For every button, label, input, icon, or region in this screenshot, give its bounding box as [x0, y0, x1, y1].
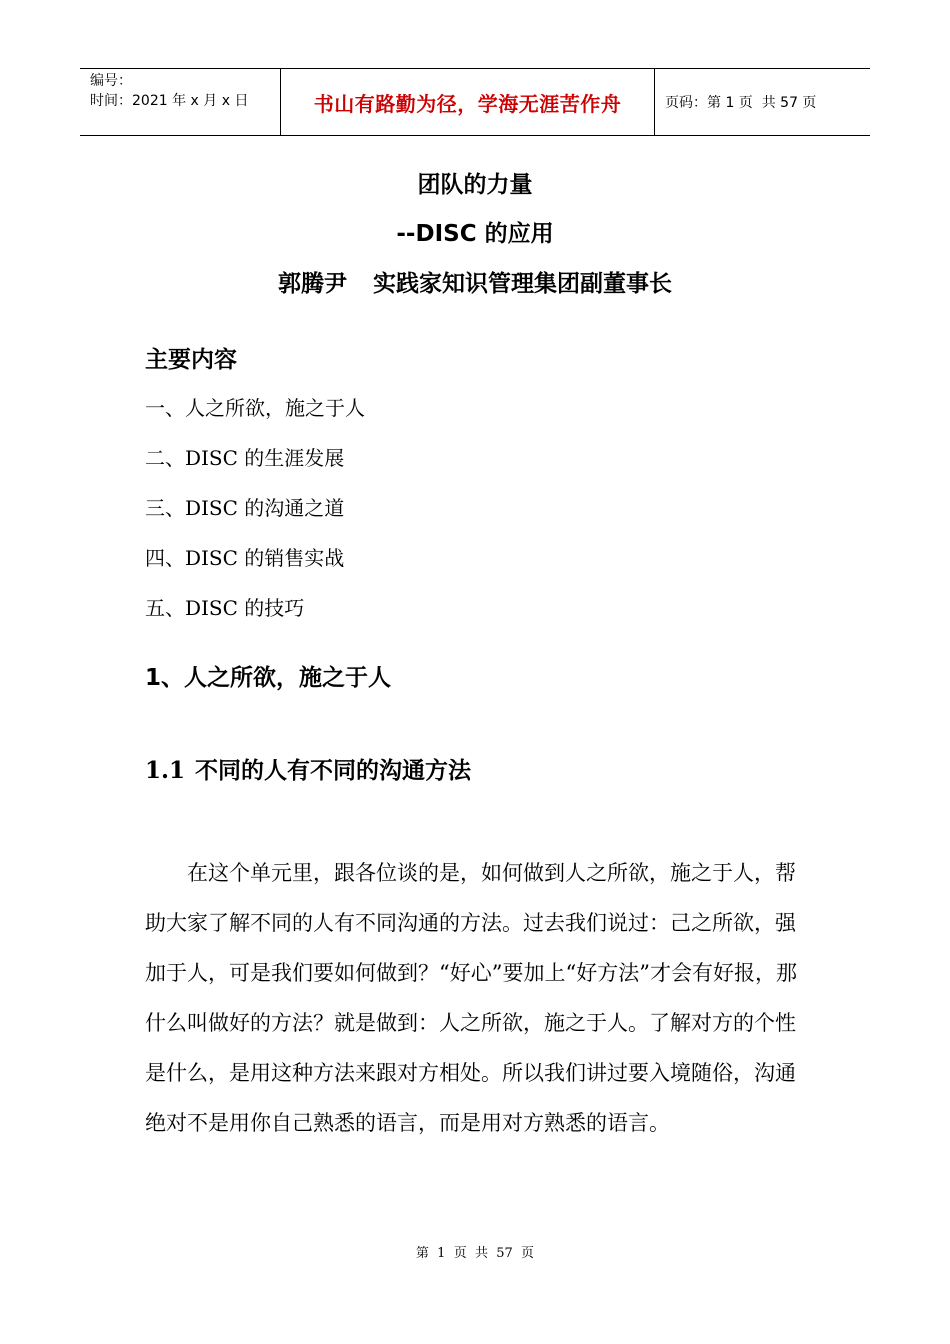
author-line: [0, 269, 950, 299]
document-title: 团队的力量: [417, 172, 533, 198]
contents-list: [145, 393, 365, 643]
document-subtitle: --DISC 的应用: [396, 221, 554, 247]
document-code-label: 编号：: [90, 73, 132, 89]
section-1-1-heading: [145, 756, 471, 786]
document-time-label: 时间：2021 年 x 月 x 日: [90, 93, 249, 109]
contents-item: 五、DISC 的技巧: [145, 596, 305, 620]
section-1-1-number: 1.1: [145, 757, 186, 784]
author-position: 实践家知识管理集团副董事长: [373, 271, 672, 297]
header-meta-cell: [80, 69, 281, 135]
header-motto: 书山有路勤为径，学海无涯苦作舟: [313, 91, 622, 116]
section-1-heading: 1、人之所欲，施之于人: [145, 665, 392, 691]
header-page-info: 页码：第 1 页 共 57 页: [665, 95, 817, 111]
contents-item: 一、人之所欲，施之于人: [145, 396, 365, 420]
contents-item: 二、DISC 的生涯发展: [145, 446, 345, 470]
header-motto-cell: [281, 69, 655, 135]
contents-item: 四、DISC 的销售实战: [145, 546, 345, 570]
contents-heading: 主要内容: [145, 347, 237, 373]
header-page-cell: [655, 69, 870, 135]
body-paragraph: 在这个单元里，跟各位谈的是，如何做到人之所欲，施之于人，帮助大家了解不同的人有不同沟通的方法。过去我们说过：己之所欲，强加于人，可是我们要如何做到？“好心”要加上“好方法”才会有好报，那什么叫做好的方法？就是做到：人之所欲，施之于人。了解对方的个性是什么，是用这种方法来跟对方相处。所以我们讲过要入境随俗，沟通绝对不是用你自己熟悉的语言，而是用对方熟悉的语言。: [145, 861, 797, 1135]
author-name: 郭腾尹: [278, 271, 347, 297]
section-1-1-title: 不同的人有不同的沟通方法: [195, 758, 472, 784]
page-footer: 第 1 页 共 57 页: [415, 1246, 535, 1261]
document-header: [80, 68, 870, 136]
contents-item: 三、DISC 的沟通之道: [145, 496, 345, 520]
